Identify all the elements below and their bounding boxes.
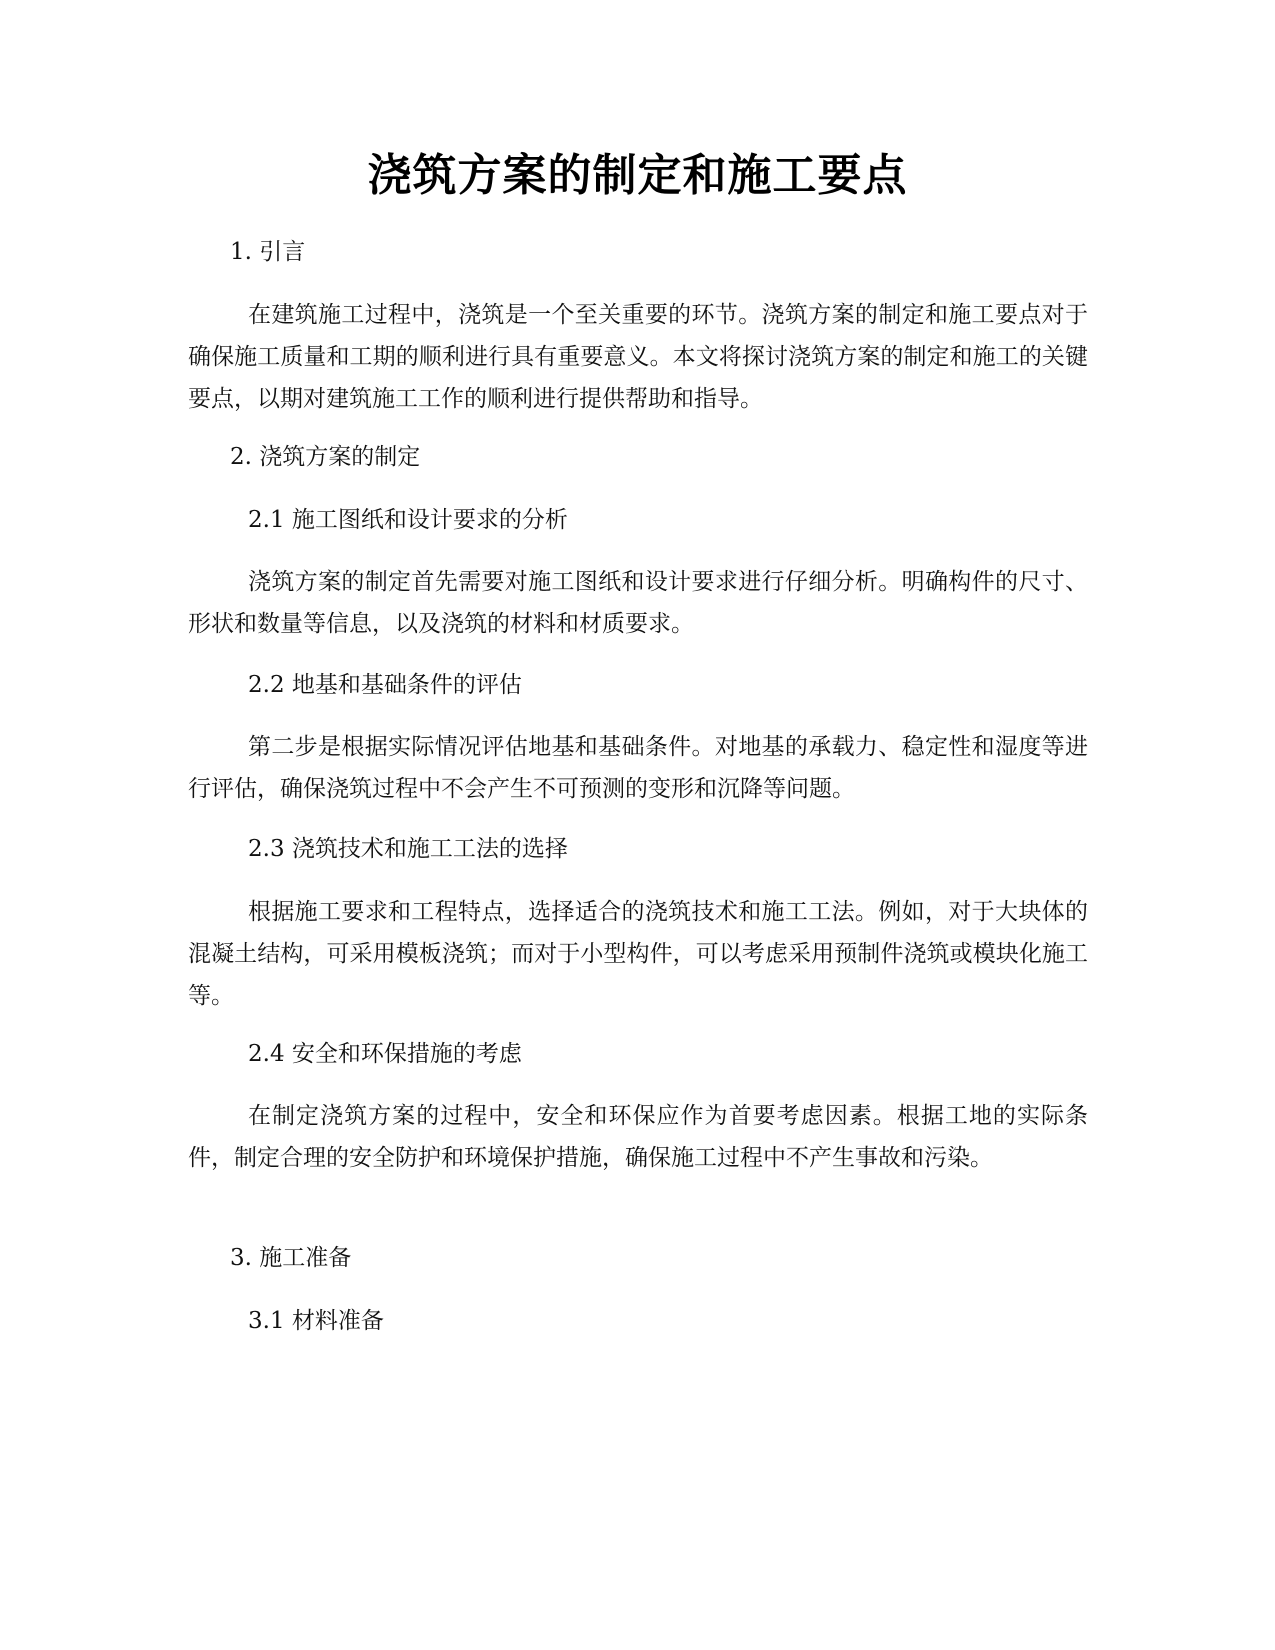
subsection-heading-2-2: 2.2 地基和基础条件的评估 [248, 672, 522, 698]
section-heading-2: 2. 浇筑方案的制定 [230, 444, 421, 470]
paragraph-2-4: 在制定浇筑方案的过程中，安全和环保应作为首要考虑因素。根据工地的实际条件，制定合理的安全防护和环境保护措施，确保施工过程中不产生事故和污染。 [188, 1103, 1088, 1171]
subsection-heading-2-3: 2.3 浇筑技术和施工工法的选择 [248, 836, 568, 862]
subsection-heading-2-1: 2.1 施工图纸和设计要求的分析 [248, 507, 568, 533]
paragraph-2-1: 浇筑方案的制定首先需要对施工图纸和设计要求进行仔细分析。明确构件的尺寸、形状和数量等信息，以及浇筑的材料和材质要求。 [188, 569, 1088, 637]
section-heading-intro: 1. 引言 [230, 239, 306, 265]
section-heading-3: 3. 施工准备 [230, 1245, 352, 1271]
paragraph-2-3: 根据施工要求和工程特点，选择适合的浇筑技术和施工工法。例如，对于大块体的混凝土结构，可采用模板浇筑；而对于小型构件，可以考虑采用预制件浇筑或模块化施工等。 [188, 899, 1088, 1009]
document-title: 浇筑方案的制定和施工要点 [367, 150, 908, 201]
subsection-heading-2-4: 2.4 安全和环保措施的考虑 [248, 1041, 522, 1067]
paragraph-2-2: 第二步是根据实际情况评估地基和基础条件。对地基的承载力、稳定性和湿度等进行评估，确保浇筑过程中不会产生不可预测的变形和沉降等问题。 [188, 734, 1088, 802]
paragraph-intro: 在建筑施工过程中，浇筑是一个至关重要的环节。浇筑方案的制定和施工要点对于确保施工质量和工期的顺利进行具有重要意义。本文将探讨浇筑方案的制定和施工的关键要点，以期对建筑施工工作的顺利进行提供帮助和指导。 [188, 302, 1088, 412]
subsection-heading-3-1: 3.1 材料准备 [248, 1308, 384, 1334]
